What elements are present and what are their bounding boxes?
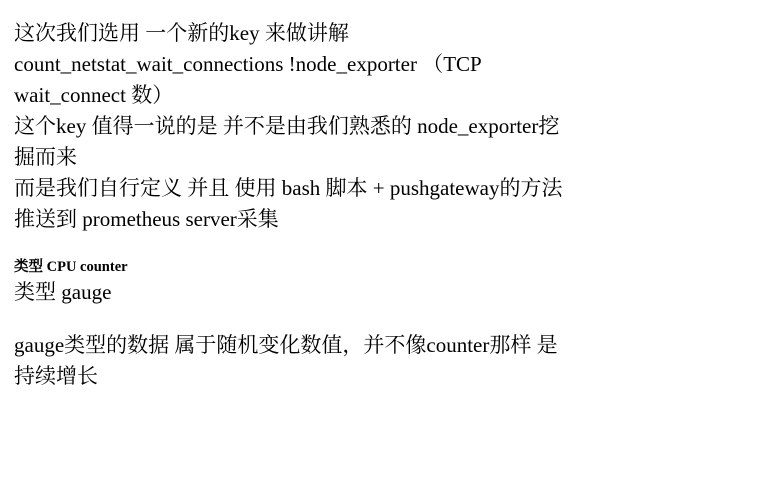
type-label-large: 类型 gauge [14, 280, 112, 304]
section-spacer [14, 308, 751, 330]
paragraph-line: count_netstat_wait_connections !node_exporter （TCP [14, 52, 482, 76]
closing-paragraph-group [14, 330, 751, 392]
intro-paragraph-group [14, 18, 751, 235]
paragraph-line: 这次我们选用 一个新的key 来做讲解 [14, 21, 349, 45]
paragraph-line: 持续增长 [14, 364, 98, 388]
paragraph-line: 掘而来 [14, 145, 77, 169]
paragraph-line: 这个key 值得一说的是 并不是由我们熟悉的 node_exporter挖 [14, 114, 560, 138]
section-spacer [14, 235, 751, 257]
paragraph-line: 推送到 prometheus server采集 [14, 207, 279, 231]
paragraph-line: wait_connect 数） [14, 83, 174, 107]
paragraph-line: gauge类型的数据 属于随机变化数值，并不像counter那样 是 [14, 333, 558, 357]
type-label-small: 类型 CPU counter [14, 259, 128, 275]
type-section [14, 257, 751, 308]
paragraph-line: 而是我们自行定义 并且 使用 bash 脚本 + pushgateway的方法 [14, 176, 563, 200]
